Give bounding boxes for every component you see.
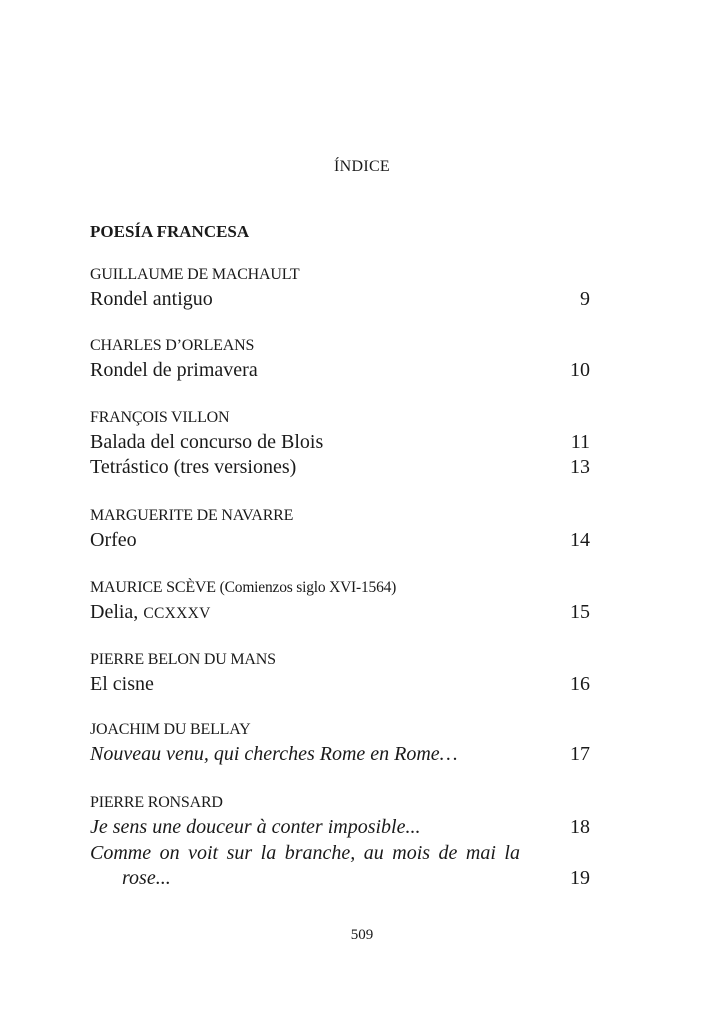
entry-title: Rondel antiguo: [90, 288, 213, 310]
entry-page: 13: [570, 456, 590, 478]
toc-entry[interactable]: [90, 359, 590, 382]
toc-entry[interactable]: [90, 456, 590, 479]
entry-title: Je sens une douceur à conter imposible...: [90, 816, 421, 838]
entry-title: Tetrástico (tres versiones): [90, 456, 297, 478]
entry-page: 15: [570, 601, 590, 623]
author-name: [90, 579, 396, 597]
toc-entry[interactable]: [90, 867, 590, 890]
author-name-text: MAURICE SCÈVE: [90, 579, 216, 596]
toc-entry[interactable]: [90, 673, 590, 696]
entry-title: Nouveau venu, qui cherches Rome en Rome…: [90, 743, 458, 765]
entry-page: 9: [580, 288, 590, 310]
entry-page: 18: [570, 816, 590, 838]
toc-entry[interactable]: [90, 288, 590, 311]
toc-entry[interactable]: [90, 431, 590, 454]
entry-page: 10: [570, 359, 590, 381]
author-name: JOACHIM DU BELLAY: [90, 721, 251, 738]
toc-entry[interactable]: [90, 529, 590, 552]
entry-title: Rondel de primavera: [90, 359, 258, 381]
author-name: CHARLES D’ORLEANS: [90, 337, 255, 354]
entry-page: 14: [570, 529, 590, 551]
entry-title: [90, 601, 211, 624]
author-name: MARGUERITE DE NAVARRE: [90, 507, 294, 524]
section-heading: POESÍA FRANCESA: [90, 222, 250, 241]
author-note: (Comienzos siglo XVI-1564): [219, 579, 397, 596]
entry-title: El cisne: [90, 673, 154, 695]
entry-subtitle: CCXXXV: [143, 605, 211, 622]
toc-entry[interactable]: [90, 816, 590, 839]
entry-page: 11: [570, 431, 590, 453]
toc-entry-line1[interactable]: Comme on voit sur la branche, au mois de mai la: [90, 842, 520, 864]
entry-page: 16: [570, 673, 590, 695]
entry-title: Balada del concurso de Blois: [90, 431, 324, 453]
entry-title-main: Delia,: [90, 601, 139, 623]
entry-title: Orfeo: [90, 529, 137, 551]
entry-page: 17: [570, 743, 590, 765]
author-name: PIERRE RONSARD: [90, 794, 223, 811]
entry-page: 19: [570, 867, 590, 889]
author-name: GUILLAUME DE MACHAULT: [90, 266, 300, 283]
entry-title-continued: rose...: [122, 867, 171, 889]
page-number: 509: [350, 927, 374, 943]
toc-entry[interactable]: [90, 601, 590, 624]
author-name: PIERRE BELON DU MANS: [90, 651, 276, 668]
toc-entry[interactable]: [90, 743, 590, 766]
page-title: ÍNDICE: [333, 158, 390, 175]
author-name: FRANÇOIS VILLON: [90, 409, 230, 426]
